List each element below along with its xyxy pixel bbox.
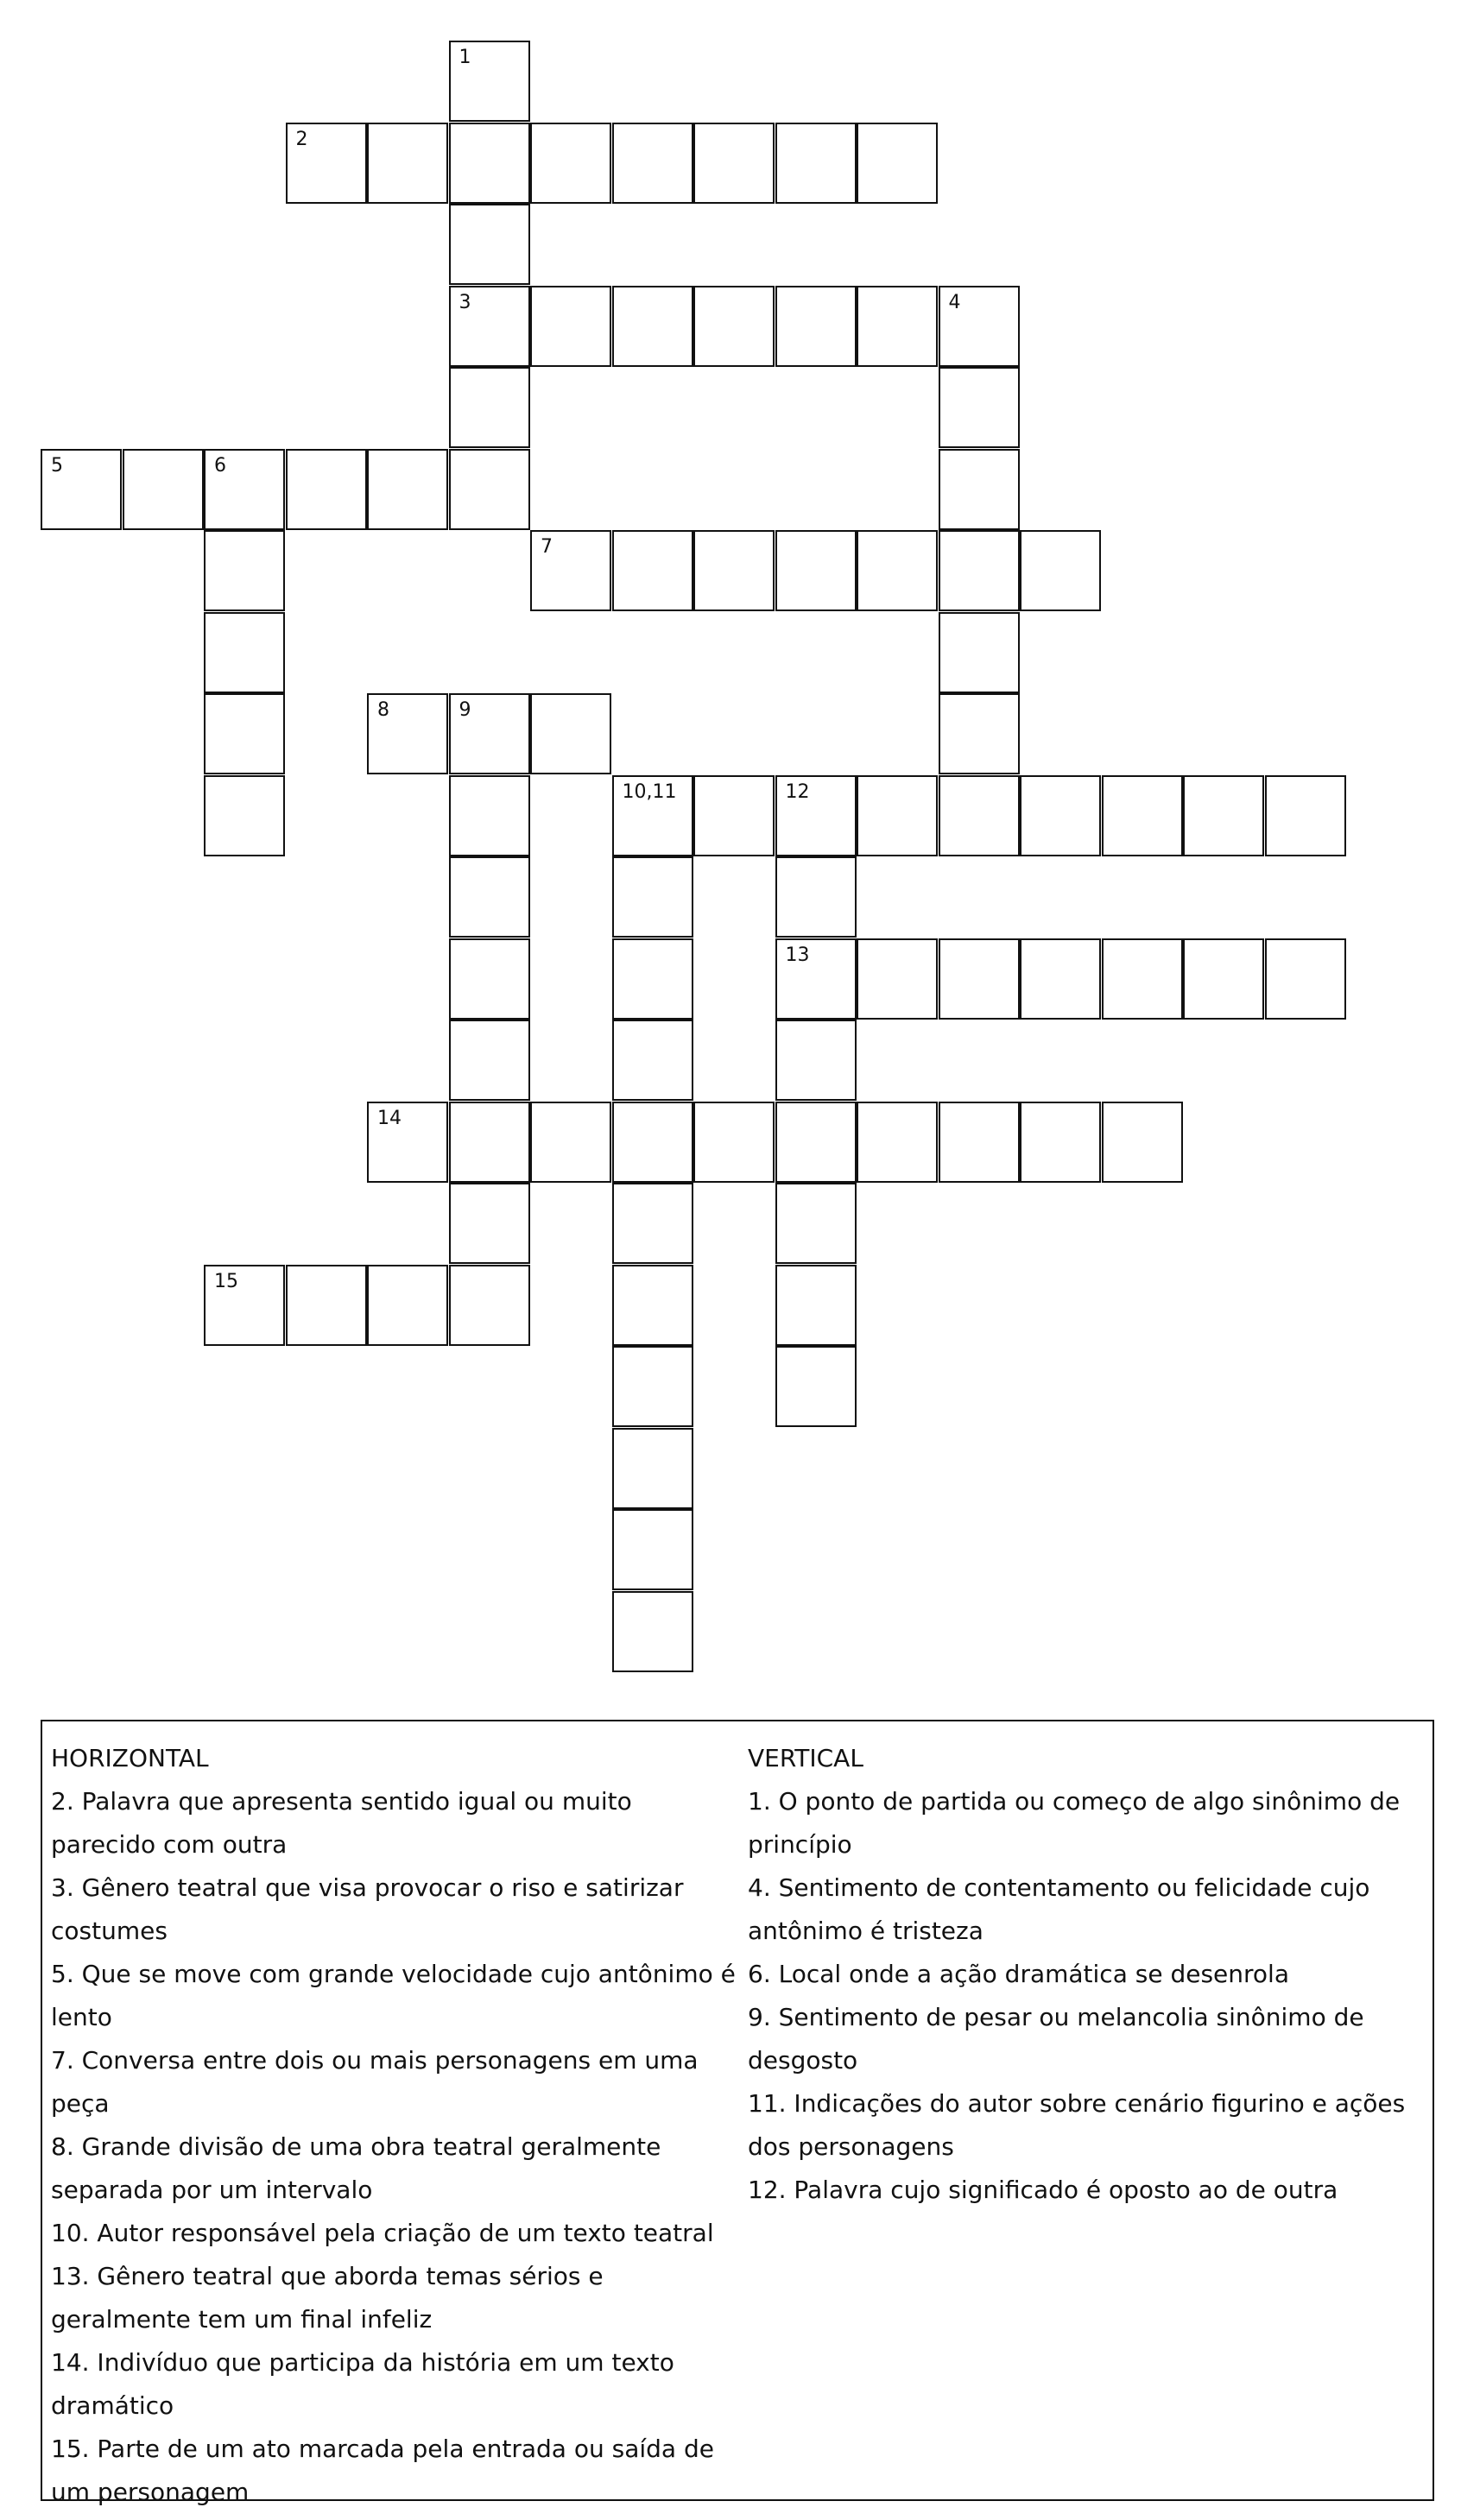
crossword-cell[interactable] bbox=[612, 530, 693, 611]
crossword-cell[interactable] bbox=[1265, 775, 1346, 856]
crossword-cell[interactable] bbox=[612, 1346, 693, 1427]
clue-number: 5 bbox=[51, 454, 63, 477]
crossword-cell[interactable] bbox=[857, 938, 938, 1020]
horizontal-clue: 10. Autor responsável pela criação de um texto teatral bbox=[51, 2219, 714, 2247]
crossword-cell[interactable] bbox=[1020, 938, 1101, 1020]
crossword-cell[interactable] bbox=[939, 938, 1020, 1020]
crossword-cell[interactable] bbox=[775, 938, 857, 1020]
crossword-cell[interactable] bbox=[857, 530, 938, 611]
crossword-cell[interactable] bbox=[939, 693, 1020, 774]
crossword-cell[interactable] bbox=[612, 123, 693, 204]
crossword-cell[interactable] bbox=[204, 612, 285, 693]
crossword-cell[interactable] bbox=[775, 856, 857, 938]
crossword-cell[interactable] bbox=[41, 449, 122, 530]
crossword-cell[interactable] bbox=[775, 1346, 857, 1427]
clue-number: 7 bbox=[541, 536, 553, 558]
vertical-clue: 6. Local onde a ação dramática se desenrola bbox=[748, 1960, 1289, 1988]
crossword-cell[interactable] bbox=[939, 612, 1020, 693]
vertical-clue: 1. O ponto de partida ou começo de algo sinônimo de princípio bbox=[748, 1787, 1401, 1859]
vertical-clue: 4. Sentimento de contentamento ou felicidade cujo antônimo é tristeza bbox=[748, 1873, 1370, 1945]
crossword-cell[interactable] bbox=[693, 775, 775, 856]
crossword-cell[interactable] bbox=[1102, 938, 1183, 1020]
crossword-cell[interactable] bbox=[449, 1265, 530, 1346]
crossword-cell[interactable] bbox=[857, 123, 938, 204]
crossword-cell[interactable] bbox=[449, 286, 530, 367]
crossword-cell[interactable] bbox=[1020, 530, 1101, 611]
crossword-cell[interactable] bbox=[204, 693, 285, 774]
crossword-cell[interactable] bbox=[449, 938, 530, 1020]
horizontal-clue: 2. Palavra que apresenta sentido igual ou muito parecido com outra bbox=[51, 1787, 632, 1859]
crossword-cell[interactable] bbox=[693, 123, 775, 204]
crossword-cell[interactable] bbox=[1183, 938, 1264, 1020]
horizontal-clues bbox=[51, 1737, 742, 2514]
vertical-clue: 9. Sentimento de pesar ou melancolia sinônimo de desgosto bbox=[748, 2003, 1364, 2075]
horizontal-clue: 13. Gênero teatral que aborda temas sérios e geralmente tem um final infeliz bbox=[51, 2262, 604, 2334]
horizontal-clue: 7. Conversa entre dois ou mais personagens em uma peça bbox=[51, 2046, 699, 2118]
clue-number: 6 bbox=[214, 454, 226, 477]
crossword-cell[interactable] bbox=[939, 530, 1020, 611]
crossword-cell[interactable] bbox=[449, 1183, 530, 1264]
crossword-cell[interactable] bbox=[939, 286, 1020, 367]
vertical-clues bbox=[748, 1737, 1430, 2212]
crossword-cell[interactable] bbox=[367, 1265, 448, 1346]
crossword-cell[interactable] bbox=[693, 1102, 775, 1183]
crossword-cell[interactable] bbox=[530, 530, 611, 611]
crossword-cell[interactable] bbox=[449, 367, 530, 448]
crossword-cell[interactable] bbox=[775, 775, 857, 856]
crossword-cell[interactable] bbox=[612, 1509, 693, 1590]
crossword-cell[interactable] bbox=[612, 938, 693, 1020]
crossword-cell[interactable] bbox=[204, 449, 285, 530]
crossword-cell[interactable] bbox=[449, 775, 530, 856]
crossword-cell[interactable] bbox=[1183, 775, 1264, 856]
horizontal-clue: 15. Parte de um ato marcada pela entrada ou saída de um personagem bbox=[51, 2435, 714, 2506]
crossword-cell[interactable] bbox=[367, 449, 448, 530]
crossword-cell[interactable] bbox=[612, 1428, 693, 1509]
crossword-cell[interactable] bbox=[530, 286, 611, 367]
crossword-cell[interactable] bbox=[857, 1102, 938, 1183]
clue-number: 4 bbox=[948, 291, 961, 313]
crossword-cell[interactable] bbox=[612, 856, 693, 938]
crossword-cell[interactable] bbox=[1020, 775, 1101, 856]
crossword-cell[interactable] bbox=[530, 123, 611, 204]
crossword-cell[interactable] bbox=[449, 1020, 530, 1101]
crossword-cell[interactable] bbox=[1020, 1102, 1101, 1183]
crossword-cell[interactable] bbox=[939, 449, 1020, 530]
horizontal-clue: 5. Que se move com grande velocidade cujo antônimo é lento bbox=[51, 1960, 736, 2031]
crossword-cell[interactable] bbox=[449, 856, 530, 938]
crossword-cell[interactable] bbox=[693, 530, 775, 611]
crossword-cell[interactable] bbox=[449, 123, 530, 204]
crossword-cell[interactable] bbox=[612, 1183, 693, 1264]
clue-number: 13 bbox=[785, 944, 810, 966]
crossword-cell[interactable] bbox=[939, 1102, 1020, 1183]
crossword-cell[interactable] bbox=[939, 775, 1020, 856]
crossword-cell[interactable] bbox=[1102, 1102, 1183, 1183]
crossword-cell[interactable] bbox=[367, 1102, 448, 1183]
horizontal-title: HORIZONTAL bbox=[51, 1744, 209, 1772]
crossword-cell[interactable] bbox=[612, 286, 693, 367]
crossword-cell[interactable] bbox=[367, 693, 448, 774]
crossword-cell[interactable] bbox=[1102, 775, 1183, 856]
crossword-cell[interactable] bbox=[775, 123, 857, 204]
vertical-clue: 12. Palavra cujo significado é oposto ao de outra bbox=[748, 2176, 1338, 2204]
crossword-cell[interactable] bbox=[775, 1183, 857, 1264]
crossword-cell[interactable] bbox=[449, 449, 530, 530]
crossword-cell[interactable] bbox=[693, 286, 775, 367]
horizontal-clue: 3. Gênero teatral que visa provocar o riso e satirizar costumes bbox=[51, 1873, 684, 1945]
clue-box bbox=[41, 1720, 1434, 2506]
crossword-cell[interactable] bbox=[775, 286, 857, 367]
horizontal-clue: 8. Grande divisão de uma obra teatral geralmente separada por um intervalo bbox=[51, 2132, 661, 2204]
clue-number: 10,11 bbox=[622, 780, 677, 803]
crossword-cell[interactable] bbox=[286, 1265, 367, 1346]
vertical-title: VERTICAL bbox=[748, 1744, 863, 1772]
vertical-clue: 11. Indicações do autor sobre cenário figurino e ações dos personagens bbox=[748, 2089, 1406, 2161]
crossword-cell[interactable] bbox=[530, 1102, 611, 1183]
crossword-cell[interactable] bbox=[204, 1265, 285, 1346]
crossword-cell[interactable] bbox=[612, 775, 693, 856]
clue-number: 2 bbox=[295, 128, 308, 150]
crossword-cell[interactable] bbox=[775, 1265, 857, 1346]
crossword-cell[interactable] bbox=[775, 530, 857, 611]
crossword-cell[interactable] bbox=[449, 41, 530, 122]
crossword-cell[interactable] bbox=[204, 530, 285, 611]
clue-number: 15 bbox=[214, 1270, 238, 1292]
crossword-cell[interactable] bbox=[612, 1591, 693, 1672]
horizontal-clue: 14. Indivíduo que participa da história em um texto dramático bbox=[51, 2348, 674, 2420]
crossword-cell[interactable] bbox=[612, 1020, 693, 1101]
crossword-cell[interactable] bbox=[857, 286, 938, 367]
crossword-cell[interactable] bbox=[449, 693, 530, 774]
crossword-cell[interactable] bbox=[286, 449, 367, 530]
crossword-cell[interactable] bbox=[367, 123, 448, 204]
crossword-cell[interactable] bbox=[530, 693, 611, 774]
clue-number: 12 bbox=[785, 780, 810, 803]
crossword-cell[interactable] bbox=[286, 123, 367, 204]
crossword-cell[interactable] bbox=[775, 1020, 857, 1101]
crossword-cell[interactable] bbox=[775, 1102, 857, 1183]
crossword-cell[interactable] bbox=[204, 775, 285, 856]
clue-number: 9 bbox=[459, 699, 471, 721]
crossword-cell[interactable] bbox=[449, 204, 530, 285]
clue-number: 8 bbox=[377, 699, 389, 721]
crossword-cell[interactable] bbox=[123, 449, 204, 530]
crossword-cell[interactable] bbox=[1265, 938, 1346, 1020]
crossword-cell[interactable] bbox=[612, 1265, 693, 1346]
clue-number: 3 bbox=[459, 291, 471, 313]
crossword-cell[interactable] bbox=[857, 775, 938, 856]
clue-number: 1 bbox=[459, 47, 471, 68]
crossword-cell[interactable] bbox=[612, 1102, 693, 1183]
clue-number: 14 bbox=[377, 1107, 402, 1129]
crossword-cell[interactable] bbox=[449, 1102, 530, 1183]
crossword-cell[interactable] bbox=[939, 367, 1020, 448]
